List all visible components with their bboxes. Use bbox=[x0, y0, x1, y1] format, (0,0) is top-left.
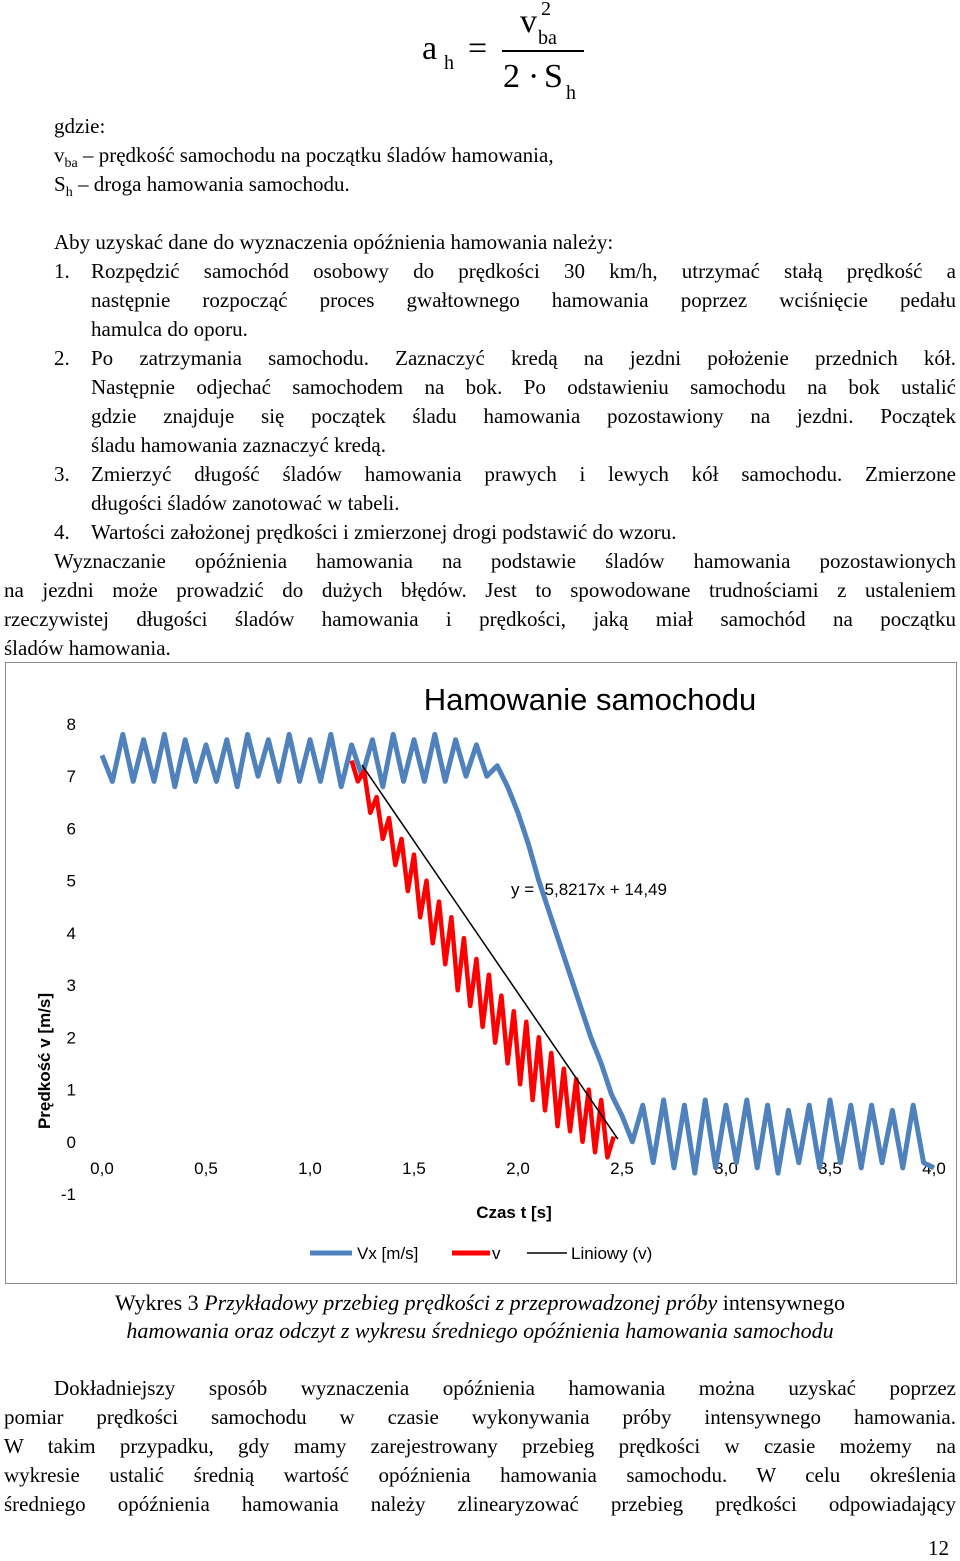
formula-fraction-bar bbox=[502, 50, 584, 52]
step-line: Rozpędzić samochód osobowy do prędkości 30 km/h, utrzymać stałą prędkość a bbox=[91, 259, 956, 283]
legend-label-v: v bbox=[492, 1244, 501, 1263]
step-number: 3. bbox=[54, 462, 70, 486]
paragraph-1 bbox=[4, 547, 956, 663]
formula-den-var: S bbox=[544, 58, 563, 95]
where-def-text: – droga hamowania samochodu. bbox=[72, 172, 350, 196]
formula-den-sub: h bbox=[566, 82, 576, 104]
series-line-linear-trend bbox=[362, 765, 618, 1139]
x-tick-label: 3,5 bbox=[818, 1158, 842, 1178]
chart-frame bbox=[5, 662, 957, 1284]
where-def-sub: ba bbox=[64, 156, 78, 172]
where-def-sh bbox=[54, 170, 754, 199]
paragraph-line: W takim przypadku, gdy mamy zarejestrowany przebieg prędkości w czasie możemy na bbox=[4, 1434, 956, 1458]
caption-prefix: Wykres 3 bbox=[115, 1290, 205, 1315]
formula bbox=[0, 0, 960, 110]
step-line: Zmierzyć długość śladów hamowania prawych i lewych kół samochodu. Zmierzone bbox=[91, 462, 956, 486]
paragraph-line: Wyznaczanie opóźnienia hamowania na podstawie śladów hamowania pozostawionych bbox=[54, 549, 956, 573]
procedure-step-4 bbox=[54, 518, 956, 547]
figure-caption bbox=[0, 1289, 960, 1345]
procedure-step-3 bbox=[54, 460, 956, 518]
y-tick-label: 5 bbox=[66, 871, 76, 891]
caption-italic-2: hamowania oraz odczyt z wykresu średniego opóźnienia hamowania samochodu bbox=[126, 1318, 834, 1343]
step-number: 4. bbox=[54, 520, 70, 544]
x-tick-label: 3,0 bbox=[714, 1158, 738, 1178]
chart-y-axis-label: Prędkość v [m/s] bbox=[35, 992, 54, 1130]
series-line-vx bbox=[102, 734, 934, 1173]
paragraph-line: wykresie ustalić średnią wartość opóźnienia hamowania samochodu. W celu określenia bbox=[4, 1463, 956, 1487]
series-line-v bbox=[352, 761, 614, 1158]
y-tick-label: 3 bbox=[66, 976, 76, 996]
step-line: śladu hamowania zaznaczyć kredą. bbox=[91, 433, 387, 457]
x-tick-label: 2,0 bbox=[506, 1158, 530, 1178]
formula-num-var: v bbox=[520, 3, 537, 40]
x-tick-label: 0,5 bbox=[194, 1158, 218, 1178]
caption-normal-1: intensywnego bbox=[717, 1290, 845, 1315]
where-def-text: – prędkość samochodu na początku śladów hamowania, bbox=[77, 143, 554, 167]
y-tick-label: 8 bbox=[66, 715, 76, 734]
chart-x-axis-label: Czas t [s] bbox=[476, 1203, 552, 1222]
x-tick-label: 4,0 bbox=[922, 1158, 946, 1178]
formula-lhs-var: a bbox=[422, 30, 438, 67]
formula-den-coef: 2 bbox=[503, 58, 520, 95]
caption-italic-1: Przykładowy przebieg prędkości z przeprowadzonej próby bbox=[204, 1290, 718, 1315]
step-line: długości śladów zanotować w tabeli. bbox=[91, 491, 400, 515]
x-tick-label: 0,0 bbox=[90, 1158, 114, 1178]
page-number: 12 bbox=[928, 1536, 949, 1560]
where-block bbox=[54, 112, 754, 199]
trendline-equation: y = -5,8217x + 14,49 bbox=[511, 880, 667, 899]
y-tick-label: 2 bbox=[66, 1028, 76, 1048]
paragraph-line: śladów hamowania. bbox=[4, 636, 171, 660]
where-def-sub: h bbox=[65, 185, 73, 201]
where-def-symbol: v bbox=[54, 143, 65, 167]
where-def-vba bbox=[54, 141, 754, 170]
legend-label-vx: Vx [m/s] bbox=[357, 1244, 419, 1263]
legend-label-linear: Liniowy (v) bbox=[571, 1244, 653, 1263]
paragraph-line: Dokładniejszy sposób wyznaczenia opóźnienia hamowania można uzyskać poprzez bbox=[54, 1376, 956, 1400]
where-label: gdzie: bbox=[54, 114, 106, 138]
formula-den-dot: · bbox=[528, 58, 540, 95]
paragraph-line: pomiar prędkości samochodu w czasie wykonywania próby intensywnego hamowania. bbox=[4, 1405, 956, 1429]
formula-lhs-sub: h bbox=[444, 52, 454, 74]
y-tick-label: 1 bbox=[66, 1080, 76, 1100]
step-line: gdzie znajduje się początek śladu hamowania pozostawiony na jezdni. Początek bbox=[91, 404, 956, 428]
where-def-symbol: S bbox=[54, 172, 66, 196]
procedure-intro: Aby uzyskać dane do wyznaczenia opóźnienia hamowania należy: bbox=[54, 230, 614, 254]
step-line: Wartości założonej prędkości i zmierzonej drogi podstawić do wzoru. bbox=[91, 520, 677, 544]
y-tick-label: -1 bbox=[60, 1185, 76, 1204]
y-tick-label: 4 bbox=[66, 923, 76, 943]
step-number: 1. bbox=[54, 259, 70, 283]
procedure-step-1 bbox=[54, 257, 956, 344]
formula-num-sub: ba bbox=[538, 27, 557, 49]
step-number: 2. bbox=[54, 346, 70, 370]
formula-num-sup: 2 bbox=[541, 0, 551, 20]
paragraph-line: rzeczywistej długości śladów hamowania i prędkości, jaką miał samochód na początku bbox=[4, 607, 956, 631]
step-line: Po zatrzymania samochodu. Zaznaczyć kredą na jezdni położenie przednich kół. bbox=[91, 346, 956, 370]
chart-legend bbox=[310, 1244, 652, 1263]
chart bbox=[6, 663, 956, 1283]
paragraph-line: średniego opóźnienia hamowania należy zlinearyzować przebieg prędkości odpowiadający bbox=[4, 1492, 956, 1516]
paragraph-2 bbox=[4, 1374, 956, 1519]
x-tick-label: 2,5 bbox=[610, 1158, 634, 1178]
y-tick-label: 7 bbox=[66, 767, 76, 787]
procedure-step-2 bbox=[54, 344, 956, 460]
step-line: Następnie odjechać samochodem na bok. Po odstawieniu samochodu na bok ustalić bbox=[91, 375, 956, 399]
formula-equals: = bbox=[468, 30, 488, 67]
y-tick-label: 0 bbox=[66, 1132, 76, 1152]
step-line: hamulca do oporu. bbox=[91, 317, 248, 341]
y-tick-label: 6 bbox=[66, 819, 76, 839]
x-tick-label: 1,5 bbox=[402, 1158, 426, 1178]
paragraph-line: na jezdni może prowadzić do dużych błędów. Jest to spowodowane trudnościami z ustaleniem bbox=[4, 578, 956, 602]
x-tick-label: 1,0 bbox=[298, 1158, 322, 1178]
step-line: następnie rozpocząć proces gwałtownego hamowania poprzez wciśnięcie pedału bbox=[91, 288, 956, 312]
chart-title: Hamowanie samochodu bbox=[423, 682, 757, 717]
